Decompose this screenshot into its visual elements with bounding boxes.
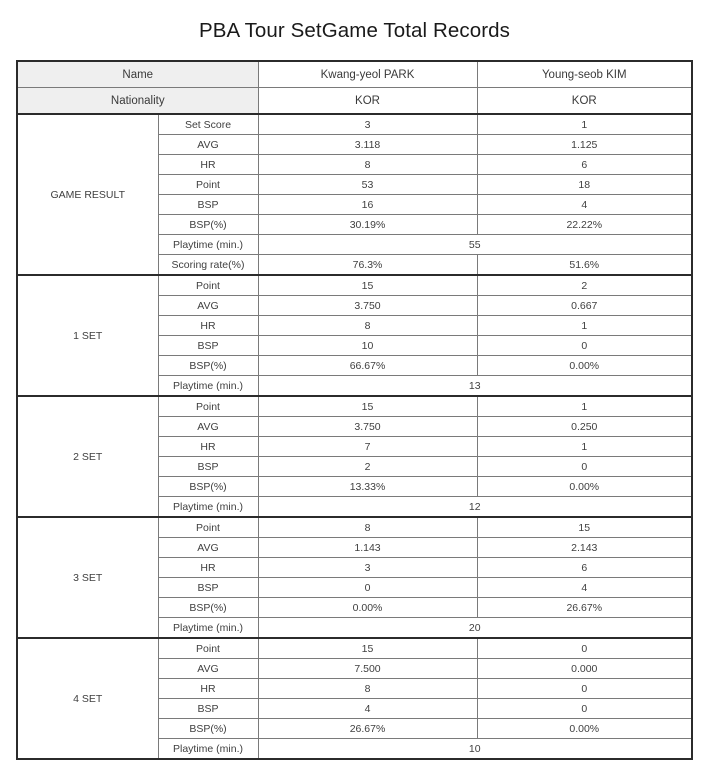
value-player-2: 2	[477, 275, 692, 296]
value-player-1: 0.00%	[258, 598, 477, 618]
table-row	[17, 396, 692, 417]
table-row	[17, 114, 692, 135]
stat-label: Playtime (min.)	[158, 497, 258, 518]
records-table-container	[16, 60, 693, 760]
value-player-2: 2.143	[477, 538, 692, 558]
stat-label: Scoring rate(%)	[158, 255, 258, 276]
value-player-2: 1.125	[477, 135, 692, 155]
value-player-2: 6	[477, 558, 692, 578]
value-player-2: 0.00%	[477, 477, 692, 497]
stat-label: Point	[158, 396, 258, 417]
section-label-3: 2 SET	[17, 396, 158, 517]
stat-label: Playtime (min.)	[158, 235, 258, 255]
stat-label: BSP	[158, 457, 258, 477]
stat-label: BSP	[158, 578, 258, 598]
stat-label: BSP(%)	[158, 215, 258, 235]
value-player-1: 2	[258, 457, 477, 477]
records-table	[16, 60, 693, 760]
player-nationality-1: KOR	[258, 88, 477, 115]
stat-label: HR	[158, 437, 258, 457]
value-player-2: 0	[477, 679, 692, 699]
value-player-1: 3.750	[258, 417, 477, 437]
stat-label: BSP(%)	[158, 719, 258, 739]
section-label-4: 3 SET	[17, 517, 158, 638]
value-player-2: 0.250	[477, 417, 692, 437]
playtime-value: 12	[258, 497, 692, 518]
playtime-value: 20	[258, 618, 692, 639]
value-player-2: 0.667	[477, 296, 692, 316]
value-player-1: 3	[258, 558, 477, 578]
stat-label: AVG	[158, 659, 258, 679]
table-row	[17, 638, 692, 659]
stat-label: BSP(%)	[158, 477, 258, 497]
value-player-2: 0.00%	[477, 356, 692, 376]
stat-label: HR	[158, 558, 258, 578]
playtime-value: 10	[258, 739, 692, 760]
player-name-1: Kwang-yeol PARK	[258, 61, 477, 88]
page-title: PBA Tour SetGame Total Records	[198, 18, 511, 42]
value-player-2: 4	[477, 195, 692, 215]
value-player-2: 1	[477, 396, 692, 417]
value-player-2: 0	[477, 457, 692, 477]
value-player-1: 3.750	[258, 296, 477, 316]
value-player-2: 0	[477, 638, 692, 659]
stat-label: AVG	[158, 538, 258, 558]
stat-label: Playtime (min.)	[158, 618, 258, 639]
header-row-name	[17, 61, 692, 88]
value-player-1: 15	[258, 396, 477, 417]
stat-label: Point	[158, 638, 258, 659]
stat-label: AVG	[158, 417, 258, 437]
stat-label: BSP	[158, 336, 258, 356]
value-player-1: 7.500	[258, 659, 477, 679]
player-nationality-2: KOR	[477, 88, 692, 115]
value-player-1: 13.33%	[258, 477, 477, 497]
value-player-1: 10	[258, 336, 477, 356]
stat-label: BSP	[158, 195, 258, 215]
section-label-2: 1 SET	[17, 275, 158, 396]
stat-label: Point	[158, 275, 258, 296]
player-name-2: Young-seob KIM	[477, 61, 692, 88]
value-player-2: 22.22%	[477, 215, 692, 235]
value-player-2: 0.000	[477, 659, 692, 679]
header-row-nationality	[17, 88, 692, 115]
value-player-1: 3	[258, 114, 477, 135]
value-player-1: 15	[258, 638, 477, 659]
value-player-1: 7	[258, 437, 477, 457]
value-player-1: 3.118	[258, 135, 477, 155]
value-player-1: 1.143	[258, 538, 477, 558]
value-player-2: 0	[477, 336, 692, 356]
value-player-1: 53	[258, 175, 477, 195]
value-player-1: 66.67%	[258, 356, 477, 376]
stat-label: BSP(%)	[158, 356, 258, 376]
value-player-1: 0	[258, 578, 477, 598]
value-player-2: 18	[477, 175, 692, 195]
value-player-1: 8	[258, 679, 477, 699]
stat-label: BSP	[158, 699, 258, 719]
value-player-2: 51.6%	[477, 255, 692, 276]
stat-label: Point	[158, 517, 258, 538]
value-player-1: 15	[258, 275, 477, 296]
stat-label: HR	[158, 316, 258, 336]
section-label-5: 4 SET	[17, 638, 158, 759]
table-row	[17, 275, 692, 296]
playtime-value: 13	[258, 376, 692, 397]
value-player-1: 8	[258, 316, 477, 336]
value-player-1: 26.67%	[258, 719, 477, 739]
value-player-2: 1	[477, 114, 692, 135]
value-player-1: 4	[258, 699, 477, 719]
value-player-2: 0	[477, 699, 692, 719]
value-player-2: 1	[477, 316, 692, 336]
stat-label: Playtime (min.)	[158, 376, 258, 397]
stat-label: AVG	[158, 296, 258, 316]
stat-label: Point	[158, 175, 258, 195]
value-player-2: 26.67%	[477, 598, 692, 618]
section-label-1: GAME RESULT	[17, 114, 158, 275]
stat-label: HR	[158, 679, 258, 699]
stat-label: HR	[158, 155, 258, 175]
value-player-1: 8	[258, 517, 477, 538]
playtime-value: 55	[258, 235, 692, 255]
stat-label: AVG	[158, 135, 258, 155]
stat-label: BSP(%)	[158, 598, 258, 618]
value-player-1: 76.3%	[258, 255, 477, 276]
value-player-2: 4	[477, 578, 692, 598]
value-player-1: 16	[258, 195, 477, 215]
stat-label: Playtime (min.)	[158, 739, 258, 760]
value-player-2: 6	[477, 155, 692, 175]
header-name-label: Name	[17, 61, 258, 88]
value-player-2: 0.00%	[477, 719, 692, 739]
table-row	[17, 517, 692, 538]
value-player-2: 1	[477, 437, 692, 457]
value-player-1: 8	[258, 155, 477, 175]
stat-label: Set Score	[158, 114, 258, 135]
header-nationality-label: Nationality	[17, 88, 258, 115]
value-player-2: 15	[477, 517, 692, 538]
value-player-1: 30.19%	[258, 215, 477, 235]
